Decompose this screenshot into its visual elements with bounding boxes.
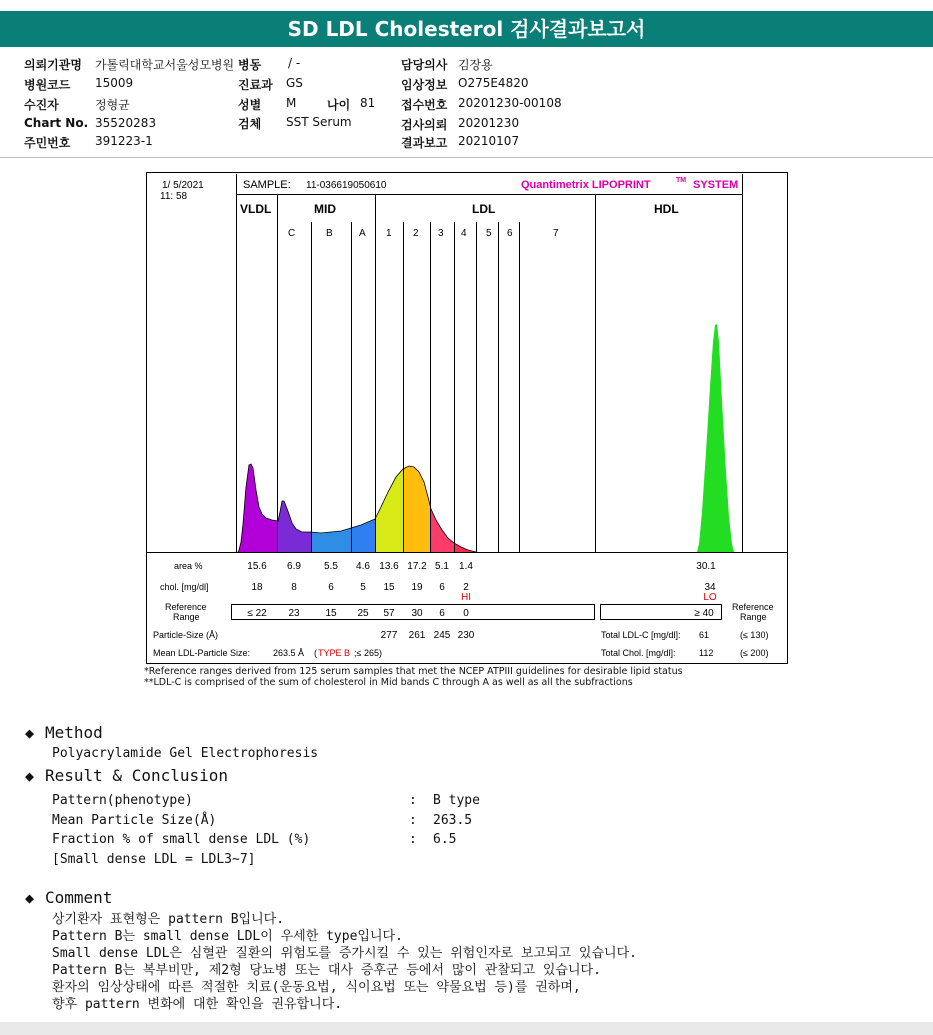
- particle-size: 230: [457, 630, 475, 641]
- info-value: GS: [286, 76, 303, 90]
- total-chol-ref: (≤ 200): [740, 648, 769, 658]
- method-text: Polyacrylamide Gel Electrophoresis: [52, 746, 319, 761]
- row-label-psize: Particle-Size (Å): [153, 630, 219, 640]
- chol-value: 6: [328, 582, 334, 593]
- band-c: C: [288, 228, 296, 239]
- ref-value: 23: [288, 608, 300, 619]
- info-value: 391223-1: [95, 134, 153, 148]
- area-value: 30.1: [696, 561, 716, 572]
- result-value: 263.5: [433, 813, 473, 828]
- info-value: 81: [360, 96, 376, 110]
- result-title: Result & Conclusion: [45, 766, 229, 785]
- chol-value: 5: [360, 582, 366, 593]
- result-value: 6.5: [433, 832, 457, 847]
- system-suffix: SYSTEM: [693, 179, 739, 191]
- ref-value: 15: [325, 608, 337, 619]
- group-ldl: LDL: [472, 202, 496, 216]
- ref-value: 30: [411, 608, 423, 619]
- row-label-mean: Mean LDL-Particle Size:: [153, 648, 251, 658]
- area-value: 5.1: [435, 561, 449, 572]
- band-5: 5: [486, 228, 492, 239]
- chol-value: 6: [439, 582, 445, 593]
- report-title: SD LDL Cholesterol 검사결과보고서: [0, 11, 933, 47]
- comment-line: Small dense LDL은 심혈관 질환의 위험도를 증가시킬 수 있는 위험인자로 보고되고 있습니다.: [52, 946, 637, 961]
- bottom-bar: [0, 1022, 933, 1035]
- ref-value: ≥ 40: [694, 608, 714, 619]
- flag-lo: LO: [703, 592, 717, 603]
- total-ldl-value: 61: [699, 630, 710, 640]
- system-tm: TM: [676, 177, 687, 184]
- total-chol-label: Total Chol. [mg/dl]:: [601, 648, 676, 658]
- comment-line: 향후 pattern 변화에 대한 확인을 권유합니다.: [52, 997, 343, 1012]
- info-label: 수진자: [24, 98, 59, 112]
- total-chol-value: 112: [699, 648, 714, 658]
- comment-line: 환자의 임상상태에 따른 적절한 치료(운동요법, 식이요법 또는 약물요법 등)를 권하며,: [52, 980, 581, 995]
- band-2: 2: [413, 228, 419, 239]
- group-hdl: HDL: [654, 202, 679, 216]
- chol-value: 18: [251, 582, 263, 593]
- info-value: 정형균: [95, 98, 130, 112]
- row-label-area: area %: [174, 561, 203, 571]
- info-label: 접수번호: [401, 98, 448, 112]
- result-value: B type: [433, 793, 480, 808]
- group-vldl: VLDL: [240, 202, 272, 216]
- ref-value: 25: [357, 608, 369, 619]
- total-ldl-ref: (≤ 130): [740, 630, 769, 640]
- band-4: 4: [461, 228, 467, 239]
- comment-title: Comment: [45, 888, 113, 907]
- method-heading: [25, 723, 103, 742]
- band-6: 6: [507, 228, 513, 239]
- footnote-2: **LDL-C is comprised of the sum of cholesterol in Mid bands C through A as well as all the subfractions: [144, 677, 633, 688]
- info-value: SST Serum: [286, 115, 352, 129]
- info-label: 담당의사: [401, 58, 448, 72]
- band-b: B: [326, 228, 333, 239]
- info-label: 병원코드: [24, 78, 71, 92]
- total-ldl-label: Total LDL-C [mg/dl]:: [601, 630, 681, 640]
- row-label-ref2: Range: [173, 612, 200, 622]
- group-mid: MID: [314, 202, 336, 216]
- flag-hi: HI: [461, 592, 471, 603]
- info-label: Chart No.: [24, 116, 89, 130]
- info-value: 가톨릭대학교서울성모병원: [95, 58, 235, 72]
- info-value: 김장용: [458, 58, 493, 72]
- comment-line: Pattern B는 small dense LDL이 우세한 type입니다.: [52, 929, 403, 944]
- sample-id: 11-036619050610: [306, 180, 387, 191]
- result-note: [Small dense LDL = LDL3~7]: [52, 852, 256, 867]
- ref-value: 6: [439, 608, 445, 619]
- area-value: 4.6: [356, 561, 370, 572]
- chart-time: 11: 58: [160, 191, 188, 202]
- ref-label-right-1: Reference: [732, 602, 774, 612]
- result-colon: :: [409, 793, 417, 808]
- diamond-bullet-icon: ◆: [25, 767, 35, 785]
- band-3: 3: [438, 228, 444, 239]
- info-value: 15009: [95, 76, 134, 90]
- band-7: 7: [553, 228, 559, 239]
- info-label: 검사의뢰: [401, 118, 448, 132]
- result-label: Mean Particle Size(Å): [52, 813, 217, 828]
- info-label: 진료과: [238, 78, 273, 92]
- chol-value: 34: [704, 582, 716, 593]
- chol-value: 2: [463, 582, 469, 593]
- type-threshold: ;≤ 265): [354, 648, 382, 658]
- chol-value: 19: [411, 582, 423, 593]
- area-value: 15.6: [247, 561, 267, 572]
- info-value: 20201230: [458, 116, 520, 130]
- type-label: TYPE B: [318, 648, 351, 658]
- comment-line: 상기환자 표현형은 pattern B입니다.: [52, 912, 285, 927]
- row-label-chol: chol. [mg/dl]: [160, 582, 209, 592]
- area-value: 5.5: [324, 561, 338, 572]
- mean-size-value: 263.5 Å: [273, 648, 305, 658]
- area-value: 1.4: [459, 561, 473, 572]
- row-label-ref1: Reference: [165, 602, 207, 612]
- particle-size: 277: [380, 630, 398, 641]
- info-label: 의뢰기관명: [24, 58, 82, 72]
- diamond-bullet-icon: ◆: [25, 889, 35, 907]
- ref-value: 57: [383, 608, 395, 619]
- info-value: O275E4820: [458, 76, 529, 90]
- band-a: A: [359, 228, 366, 239]
- area-value: 6.9: [287, 561, 301, 572]
- diamond-bullet-icon: ◆: [25, 724, 35, 742]
- type-open-paren: (: [314, 648, 317, 658]
- info-value: 35520283: [95, 116, 157, 130]
- info-label: 검체: [238, 117, 262, 131]
- area-value: 13.6: [379, 561, 399, 572]
- info-value: 20201230-00108: [458, 96, 562, 110]
- chart-date: 1/ 5/2021: [162, 180, 204, 191]
- band-1: 1: [386, 228, 392, 239]
- result-heading: [25, 766, 228, 785]
- comment-line: Pattern B는 복부비만, 제2형 당뇨병 또는 대사 증후군 등에서 많이 관찰되고 있습니다.: [52, 963, 601, 978]
- info-label: 주민번호: [24, 136, 71, 150]
- method-title: Method: [45, 723, 103, 742]
- info-label: 병동: [238, 58, 262, 72]
- chol-value: 15: [383, 582, 395, 593]
- ref-value: ≤ 22: [247, 608, 267, 619]
- result-colon: :: [409, 813, 417, 828]
- comment-heading: [25, 888, 112, 907]
- info-label: 결과보고: [401, 136, 448, 150]
- info-label: 나이: [327, 98, 351, 112]
- sample-label: SAMPLE:: [243, 179, 291, 191]
- info-label: 성별: [238, 98, 262, 112]
- info-value: 20210107: [458, 134, 520, 148]
- area-value: 17.2: [407, 561, 427, 572]
- system-name: Quantimetrix LIPOPRINT: [521, 179, 651, 191]
- ref-label-right-2: Range: [740, 612, 767, 622]
- chol-value: 8: [291, 582, 297, 593]
- result-label: Fraction % of small dense LDL (%): [52, 832, 311, 847]
- info-value: / -: [288, 56, 301, 70]
- lipoprint-chart: [146, 172, 788, 664]
- info-label: 임상정보: [401, 78, 448, 92]
- particle-size: 245: [433, 630, 451, 641]
- particle-size: 261: [408, 630, 426, 641]
- info-value: M: [286, 96, 297, 110]
- ref-value: 0: [463, 608, 469, 619]
- footnote-1: *Reference ranges derived from 125 serum samples that met the NCEP ATPIII guidelines for desirable lipid status: [144, 666, 683, 677]
- result-colon: :: [409, 832, 417, 847]
- result-label: Pattern(phenotype): [52, 793, 193, 808]
- divider: [0, 157, 933, 158]
